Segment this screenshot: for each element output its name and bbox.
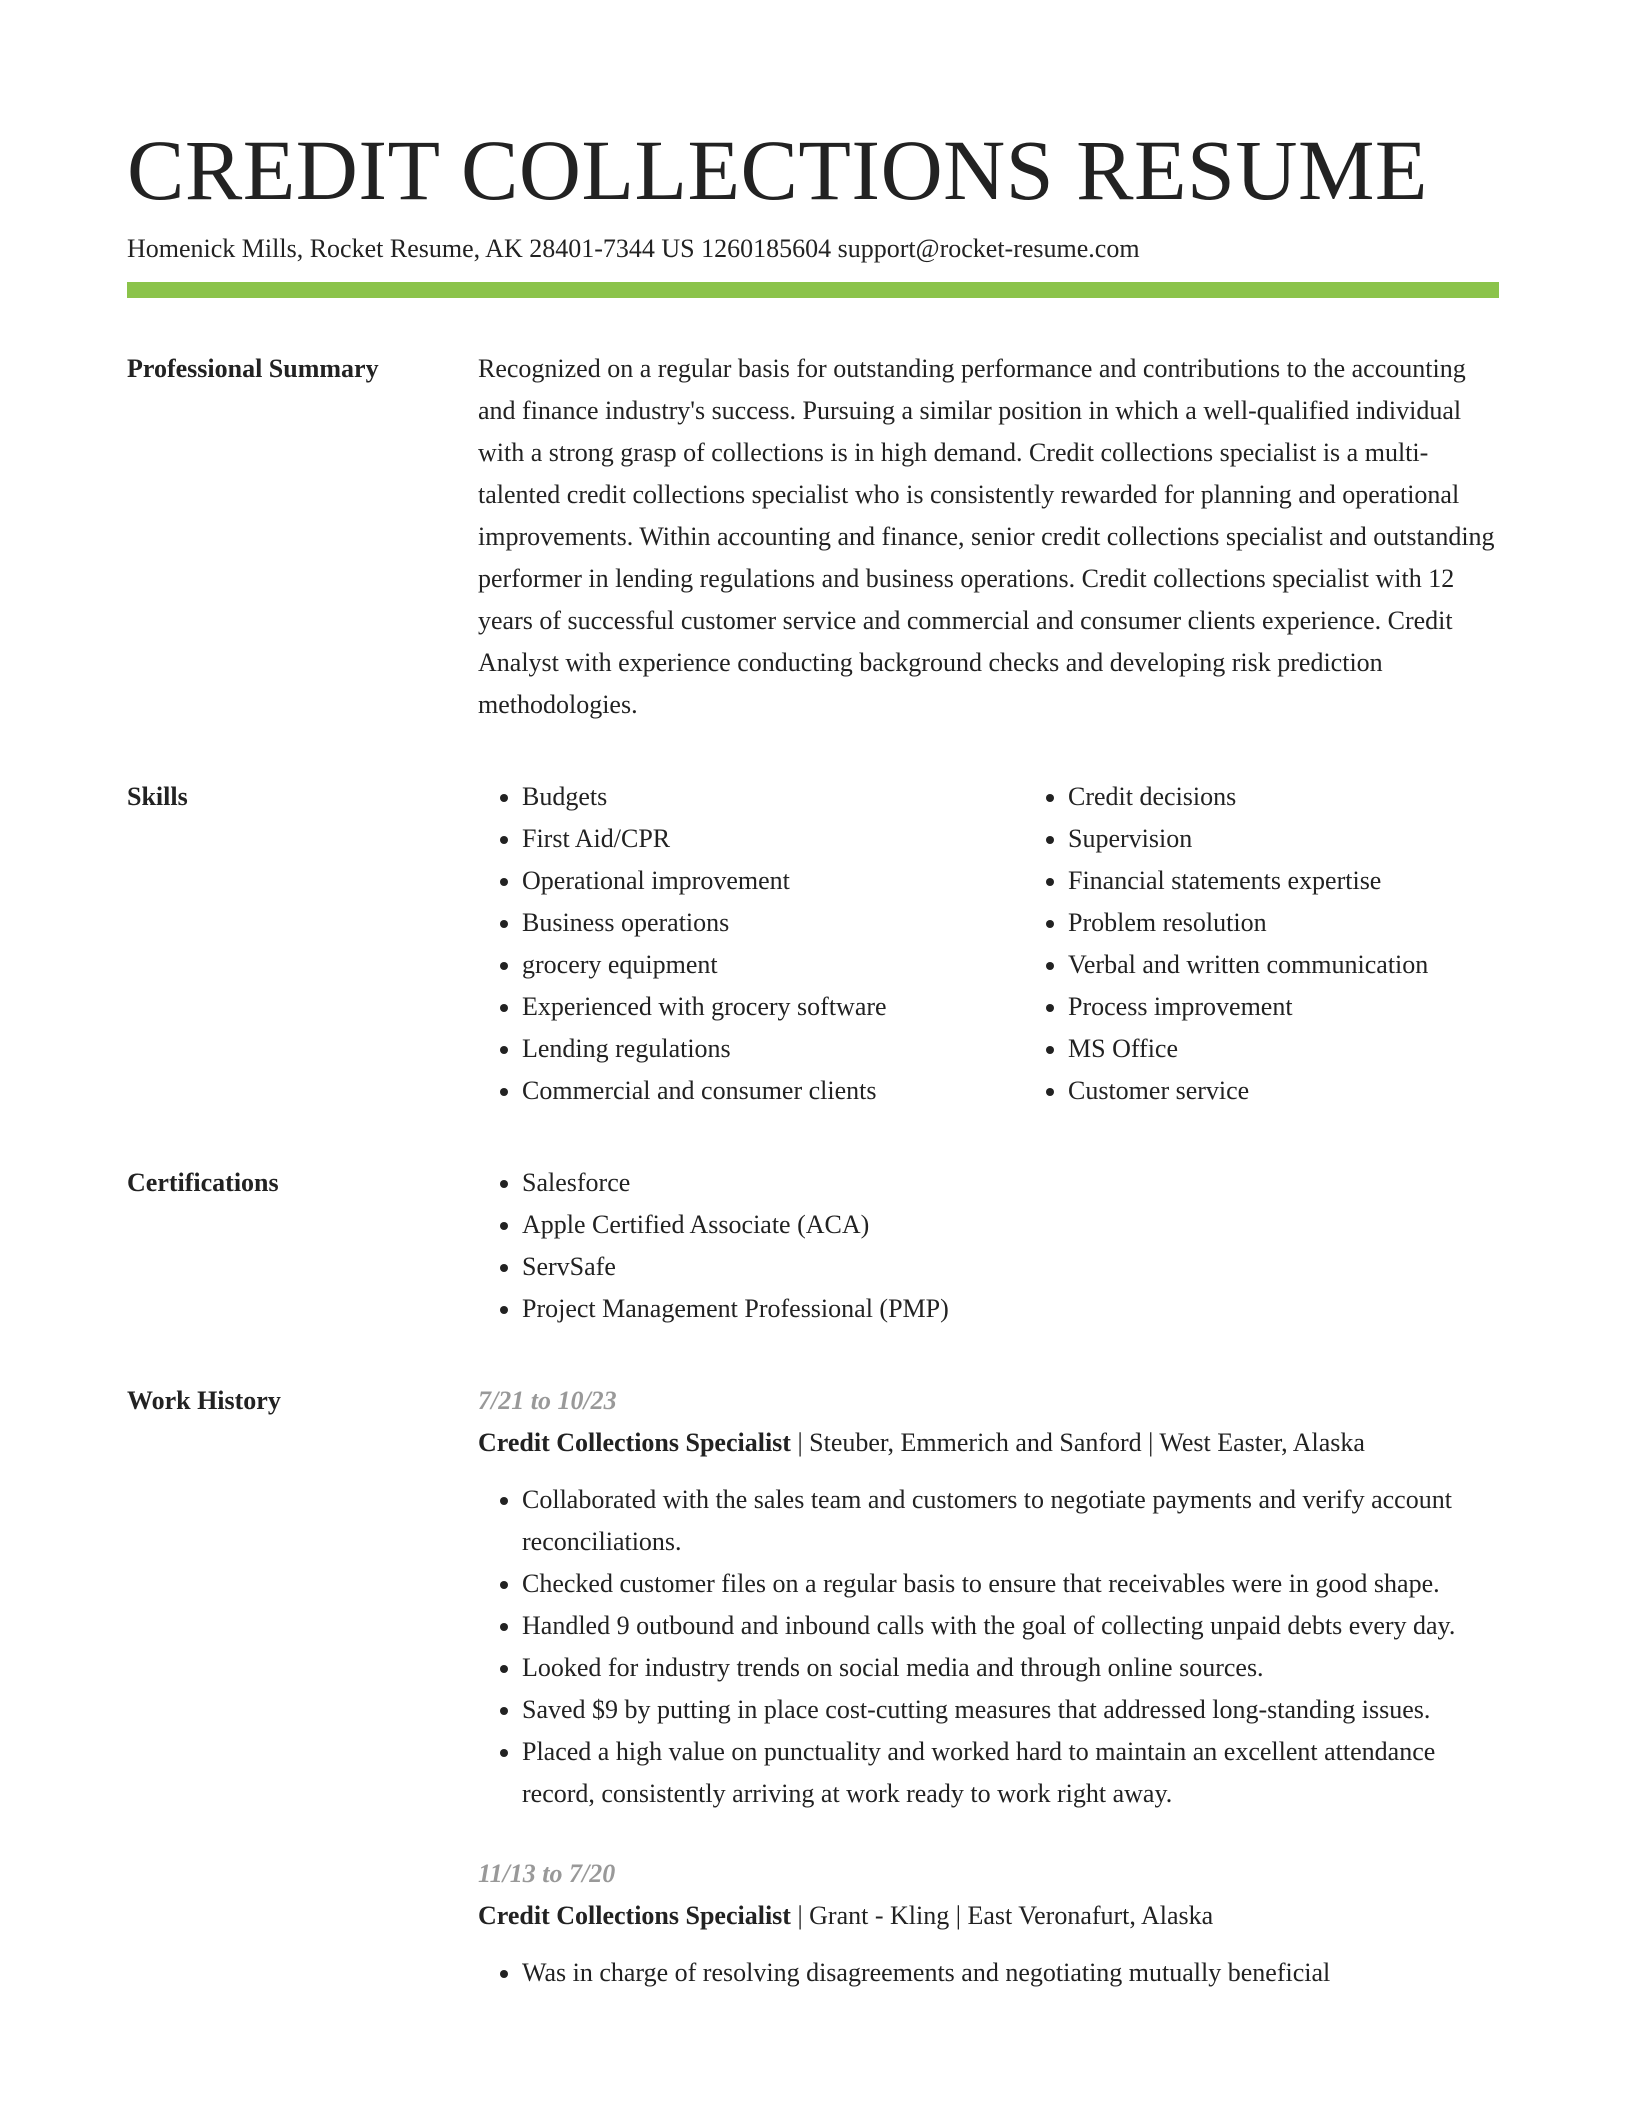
certifications-list <box>478 1162 1499 1330</box>
job-title: Credit Collections Specialist <box>478 1428 791 1457</box>
job-details: | Steuber, Emmerich and Sanford | West Easter, Alaska <box>790 1428 1365 1457</box>
job-bullet: • Looked for industry trends on social media and through online sources. <box>522 1647 1499 1689</box>
certification-item: • Apple Certified Associate (ACA) <box>522 1204 1499 1246</box>
job-bullet: • Saved $9 by putting in place cost-cutting measures that addressed long-standing issues. <box>522 1689 1499 1731</box>
certifications-section <box>127 1162 1499 1330</box>
job-bullet: • Checked customer files on a regular basis to ensure that receivables were in good shape. <box>522 1563 1499 1605</box>
job-entry <box>478 1380 1499 1815</box>
work-history-section <box>127 1380 1499 2012</box>
summary-section <box>127 348 1499 726</box>
certification-item: • Project Management Professional (PMP) <box>522 1288 1499 1330</box>
summary-body <box>478 348 1499 726</box>
skill-item: • Problem resolution <box>1068 902 1570 944</box>
job-dates: 11/13 to 7/20 <box>478 1859 616 1888</box>
job-bullet: • Was in charge of resolving disagreements and negotiating mutually beneficial <box>522 1952 1499 1994</box>
summary-text: Recognized on a regular basis for outstanding performance and contributions to the accounting and finance industry's success. Pursuing a similar position in which a well-qualified individual with a strong grasp of collections is in high demand. Credit collections specialist is a multi-talented credit collections specialist who is consistently rewarded for planning and operational improvements. Within accounting and finance, senior credit collections specialist and outstanding performer in lending regulations and business operations. Credit collections specialist with 12 years of successful customer service and commercial and consumer clients experience. Credit Analyst with experience conducting background checks and developing risk prediction methodologies. <box>478 354 1495 719</box>
skills-section <box>127 776 1499 1112</box>
certification-item: • Salesforce <box>522 1162 1499 1204</box>
skills-list-right <box>1024 776 1570 1112</box>
skill-item: • Lending regulations <box>522 1028 1024 1070</box>
section-title-certifications: Certifications <box>127 1168 279 1197</box>
certifications-body <box>478 1162 1499 1330</box>
skill-item: • Process improvement <box>1068 986 1570 1028</box>
job-entry <box>478 1853 1499 1994</box>
job-bullet: • Handled 9 outbound and inbound calls with the goal of collecting unpaid debts every day. <box>522 1605 1499 1647</box>
resume-title: CREDIT COLLECTIONS RESUME <box>127 122 1428 218</box>
skill-item: • grocery equipment <box>522 944 1024 986</box>
header-divider <box>127 282 1499 298</box>
job-title: Credit Collections Specialist <box>478 1901 791 1930</box>
skill-item: • Credit decisions <box>1068 776 1570 818</box>
section-title-summary: Professional Summary <box>127 354 379 383</box>
skill-item: • Customer service <box>1068 1070 1570 1112</box>
skill-item: • Budgets <box>522 776 1024 818</box>
skill-item: • Operational improvement <box>522 860 1024 902</box>
skill-item: • MS Office <box>1068 1028 1570 1070</box>
job-title-line <box>478 1895 1499 1937</box>
skill-item: • Supervision <box>1068 818 1570 860</box>
job-bullet: • Collaborated with the sales team and customers to negotiate payments and verify account reconciliations. <box>522 1479 1499 1563</box>
job-dates: 7/21 to 10/23 <box>478 1386 617 1415</box>
job-title-line <box>478 1422 1499 1464</box>
job-bullets <box>478 1952 1499 1994</box>
skill-item: • Commercial and consumer clients <box>522 1070 1024 1112</box>
skill-item: • Business operations <box>522 902 1024 944</box>
job-bullet: • Placed a high value on punctuality and worked hard to maintain an excellent attendance record, consistently arriving at work ready to work right away. <box>522 1731 1499 1815</box>
section-title-work-history: Work History <box>127 1386 281 1415</box>
resume-page <box>127 118 1499 2012</box>
skill-item: • Experienced with grocery software <box>522 986 1024 1028</box>
work-history-body <box>478 1380 1499 2012</box>
skill-item: • Financial statements expertise <box>1068 860 1570 902</box>
skills-body <box>478 776 1570 1112</box>
skill-item: • First Aid/CPR <box>522 818 1024 860</box>
skill-item: • Verbal and written communication <box>1068 944 1570 986</box>
section-title-skills: Skills <box>127 782 188 811</box>
contact-line: Homenick Mills, Rocket Resume, AK 28401-7344 US 1260185604 support@rocket-resume.com <box>127 234 1140 263</box>
certification-item: • ServSafe <box>522 1246 1499 1288</box>
job-details: | Grant - Kling | East Veronafurt, Alaska <box>790 1901 1214 1930</box>
job-bullets <box>478 1479 1499 1815</box>
skills-list-left <box>478 776 1024 1112</box>
